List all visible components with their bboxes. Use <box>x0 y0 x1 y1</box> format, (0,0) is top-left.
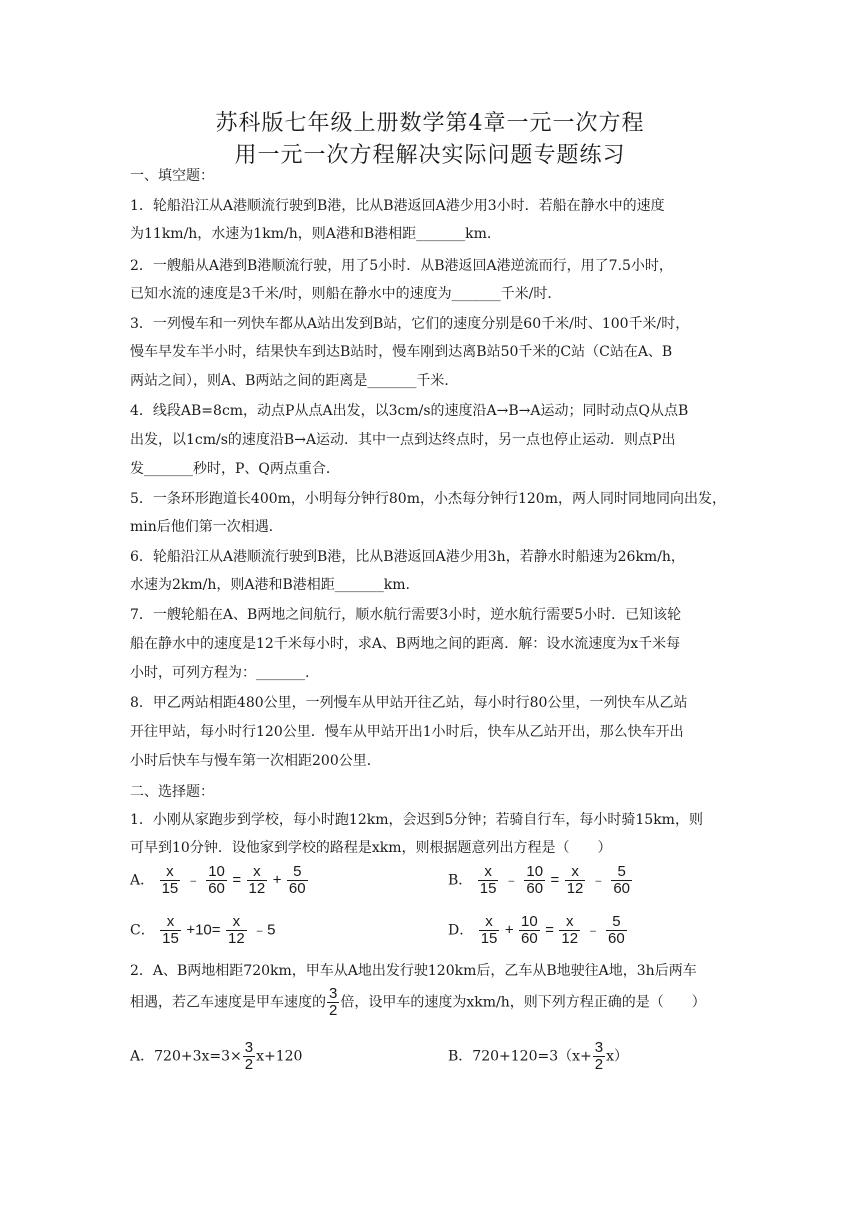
option-label: B． <box>448 1048 473 1065</box>
question-line: 发_______秒时，P、Q两点重合． <box>130 461 340 477</box>
question-line: 3．一列慢车和一列快车都从A站出发到B站，它们的速度分别是60千米/时、100千米/时， <box>130 316 690 332</box>
fraction: $\frac{5}{60}$ <box>608 913 625 947</box>
fraction: $\frac{x}{12}$ <box>248 863 266 897</box>
question-line: 相遇，若乙车速度是甲车速度的 $\frac{3}{2}$ 倍，设甲车的速度为xkm/h，则下列方程正确的是（ ） <box>130 985 706 1019</box>
question-line: 5．一条环形跑道长400m，小明每分钟行80m，小杰每分钟行120m，两人同时同地同向出发， <box>130 491 726 507</box>
question-line: 船在静水中的速度是12千米每小时，求A、B两地之间的距离．解：设水流速度为x千米每 <box>130 636 681 652</box>
operator: +10= <box>186 921 221 939</box>
operator: ﹣ <box>590 871 606 889</box>
operator: + <box>504 921 514 939</box>
operator: ﹣5 <box>252 921 276 939</box>
question-line: 两站之间），则A、B两站之间的距离是_______千米． <box>130 373 459 389</box>
section-heading-fill-in: 一、填空题： <box>130 168 214 184</box>
choice-option-a[interactable]: A．720+3x=3× $\frac{3}{2}$ x+120 <box>130 1039 303 1073</box>
choice-option-b[interactable] <box>448 864 748 897</box>
fraction: $\frac{3}{2}$ <box>329 985 338 1019</box>
question-line: 小时，可列方程为：_______. <box>130 665 310 681</box>
fraction: $\frac{x}{12}$ <box>227 913 245 947</box>
operator: ﹣ <box>585 921 601 939</box>
question-line: 1．小刚从家跑步到学校，每小时跑12km，会迟到5分钟；若骑自行车，每小时骑15km，则 <box>130 812 703 828</box>
question-line: 4．线段AB=8cm，动点P从点A出发，以3cm/s的速度沿A→B→A运动；同时动点Q从点B <box>130 403 689 419</box>
choice-option-b[interactable]: B．720+120=3（x+ $\frac{3}{2}$ x） <box>448 1039 628 1073</box>
question-line: 小时后快车与慢车第一次相距200公里． <box>130 753 381 769</box>
question-line: 可早到10分钟．设他家到学校的路程是xkm，则根据题意列出方程是（ ） <box>130 840 612 856</box>
option-label: A． <box>130 872 155 889</box>
operator: = <box>550 871 560 889</box>
question-line: min后他们第一次相遇． <box>130 519 283 535</box>
question-line: 出发，以1cm/s的速度沿B→A运动．其中一点到达终点时，另一点也停止运动．则点P出 <box>130 432 676 448</box>
question-line: 7．一艘轮船在A、B两地之间航行，顺水航行需要3小时，逆水航行需要5小时．已知该轮 <box>130 607 682 623</box>
operator: = <box>232 871 242 889</box>
question-line: 为11km/h，水速为1km/h，则A港和B港相距_______km. <box>130 226 492 242</box>
fraction: $\frac{3}{2}$ <box>594 1039 604 1073</box>
option-label: C． <box>130 922 155 939</box>
fraction: $\frac{10}{60}$ <box>208 863 225 897</box>
option-label: A． <box>130 1048 155 1065</box>
question-line: 2．一艘船从A港到B港顺流行驶，用了5小时．从B港返回A港逆流而行，用了7.5小时， <box>130 258 673 274</box>
fraction: $\frac{5}{60}$ <box>613 863 631 897</box>
fraction: $\frac{5}{60}$ <box>288 863 306 897</box>
fraction: $\frac{10}{60}$ <box>521 913 538 947</box>
fraction: $\frac{x}{12}$ <box>561 913 579 947</box>
operator: ﹣ <box>185 871 201 889</box>
choice-option-d[interactable] <box>448 914 748 947</box>
question-line: 水速为2km/h，则A港和B港相距_______km. <box>130 577 411 593</box>
fraction: $\frac{3}{2}$ <box>244 1039 254 1073</box>
fraction: $\frac{x}{15}$ <box>161 863 179 897</box>
fraction: $\frac{x}{15}$ <box>479 863 497 897</box>
question-line: 开往甲站，每小时行120公里．慢车从甲站开出1小时后，快车从乙站开出，那么快车开出 <box>130 724 684 740</box>
question-line: 6．轮船沿江从A港顺流行驶到B港，比从B港返回A港少用3h，若静水时船速为26km/h， <box>130 549 685 565</box>
fraction: $\frac{x}{15}$ <box>480 913 498 947</box>
question-line: 8．甲乙两站相距480公里，一列慢车从甲站开往乙站，每小时行80公里，一列快车从乙站 <box>130 695 688 711</box>
question-line: 慢车早发车半小时，结果快车到达B站时，慢车刚到达离B站50千米的C站（C站在A、B <box>130 344 673 360</box>
document-title-line1: 苏科版七年级上册数学第4章一元一次方程 <box>215 111 645 136</box>
document-title-line2: 用一元一次方程解决实际问题专题练习 <box>234 143 626 168</box>
operator: = <box>545 921 554 939</box>
question-line: 1．轮船沿江从A港顺流行驶到B港，比从B港返回A港少用3小时．若船在静水中的速度 <box>130 198 665 214</box>
fraction: $\frac{x}{12}$ <box>566 863 584 897</box>
fraction: $\frac{10}{60}$ <box>526 863 544 897</box>
operator: + <box>272 871 282 889</box>
operator: ﹣ <box>503 871 519 889</box>
option-label: D． <box>448 922 474 939</box>
question-line: 2．A、B两地相距720km，甲车从A地出发行驶120km后，乙车从B地驶往A地，3h后两车 <box>130 963 697 979</box>
option-label: B． <box>448 872 473 889</box>
fraction: $\frac{x}{15}$ <box>162 913 179 947</box>
question-line: 已知水流的速度是3千米/时，则船在静水中的速度为_______千米/时． <box>130 286 562 302</box>
section-heading-multiple-choice: 二、选择题： <box>130 784 214 800</box>
